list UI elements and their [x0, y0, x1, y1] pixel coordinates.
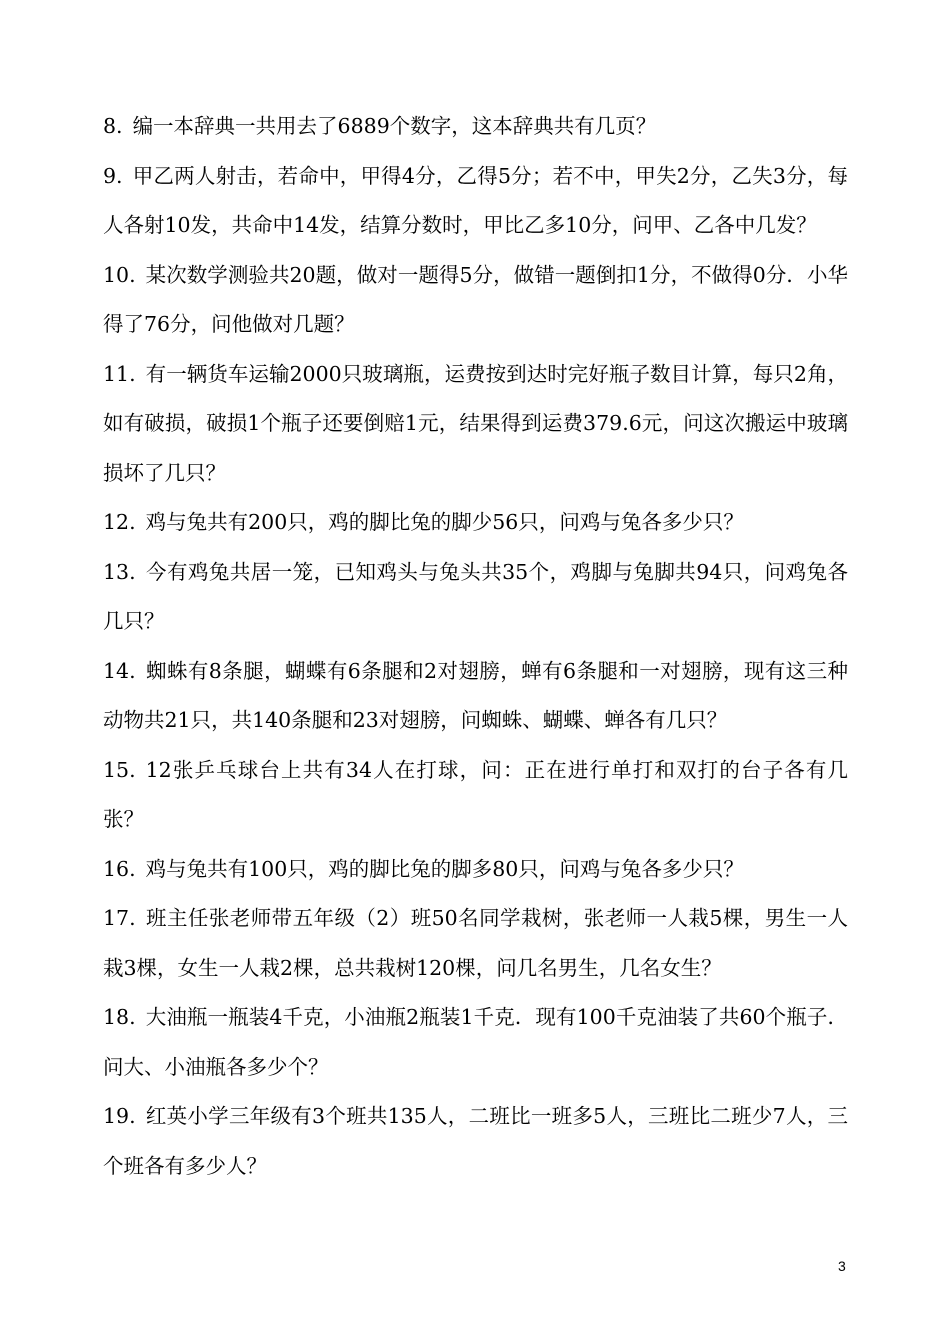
problem-number: 12. [103, 510, 136, 534]
problem-10 [103, 251, 848, 350]
problem-number: 19. [103, 1104, 136, 1128]
problem-19 [103, 1092, 848, 1191]
problem-14 [103, 647, 848, 746]
problem-text: 编一本辞典一共用去了6889个数字，这本辞典共有几页？ [132, 114, 657, 138]
problem-text: 鸡与兔共有100只，鸡的脚比兔的脚多80只，问鸡与兔各多少只？ [145, 856, 744, 881]
problem-text: 某次数学测验共20题，做对一题得5分，做错一题倒扣1分，不做得0分．小华得了76分，问他做对几题？ [103, 262, 848, 336]
problem-text: 12张乒乓球台上共有34人在打球，问：正在进行单打和双打的台子各有几张？ [103, 757, 848, 831]
problem-number: 18. [103, 1005, 136, 1029]
problem-text: 蜘蛛有8条腿，蝴蝶有6条腿和2对翅膀，蝉有6条腿和一对翅膀，现有这三种动物共21只，共140条腿和23对翅膀，问蜘蛛、蝴蝶、蝉各有几只？ [103, 658, 848, 732]
problem-17 [103, 894, 848, 993]
problem-8 [103, 102, 848, 152]
problem-text: 大油瓶一瓶装4千克，小油瓶2瓶装1千克．现有100千克油装了共60个瓶子．问大、小油瓶各多少个？ [103, 1005, 848, 1079]
problem-number: 9. [103, 163, 123, 188]
problem-13 [103, 548, 848, 647]
problem-number: 14. [103, 658, 136, 683]
problem-11 [103, 350, 848, 499]
problem-text: 班主任张老师带五年级（2）班50名同学栽树，张老师一人栽5棵，男生一人栽3棵，女生一人栽2棵，总共栽树120棵，问几名男生，几名女生？ [103, 906, 848, 980]
problem-text: 今有鸡兔共居一笼，已知鸡头与兔头共35个，鸡脚与兔脚共94只，问鸡兔各几只？ [103, 559, 848, 633]
problem-number: 10. [103, 262, 136, 287]
problem-number: 17. [103, 906, 136, 930]
problem-number: 13. [103, 559, 136, 584]
page-number: 3 [838, 1258, 846, 1274]
problem-18 [103, 993, 848, 1092]
problem-16 [103, 845, 848, 895]
problem-text: 红英小学三年级有3个班共135人，二班比一班多5人，三班比二班少7人，三个班各有多少人？ [103, 1104, 848, 1178]
problem-number: 11. [103, 361, 136, 386]
problem-15 [103, 746, 848, 845]
problem-number: 8. [103, 114, 123, 138]
problem-12 [103, 498, 848, 548]
problem-number: 15. [103, 757, 136, 782]
problem-list [103, 102, 848, 1191]
problem-number: 16. [103, 856, 136, 881]
problem-text: 甲乙两人射击，若命中，甲得4分，乙得5分；若不中，甲失2分，乙失3分，每人各射10发，共命中14发，结算分数时，甲比乙多10分，问甲、乙各中几发？ [103, 163, 848, 237]
problem-9 [103, 152, 848, 251]
problem-text: 鸡与兔共有200只，鸡的脚比兔的脚少56只，问鸡与兔各多少只？ [145, 510, 744, 534]
problem-text: 有一辆货车运输2000只玻璃瓶，运费按到达时完好瓶子数目计算，每只2角，如有破损，破损1个瓶子还要倒赔1元，结果得到运费379.6元，问这次搬运中玻璃损坏了几只？ [103, 361, 848, 485]
